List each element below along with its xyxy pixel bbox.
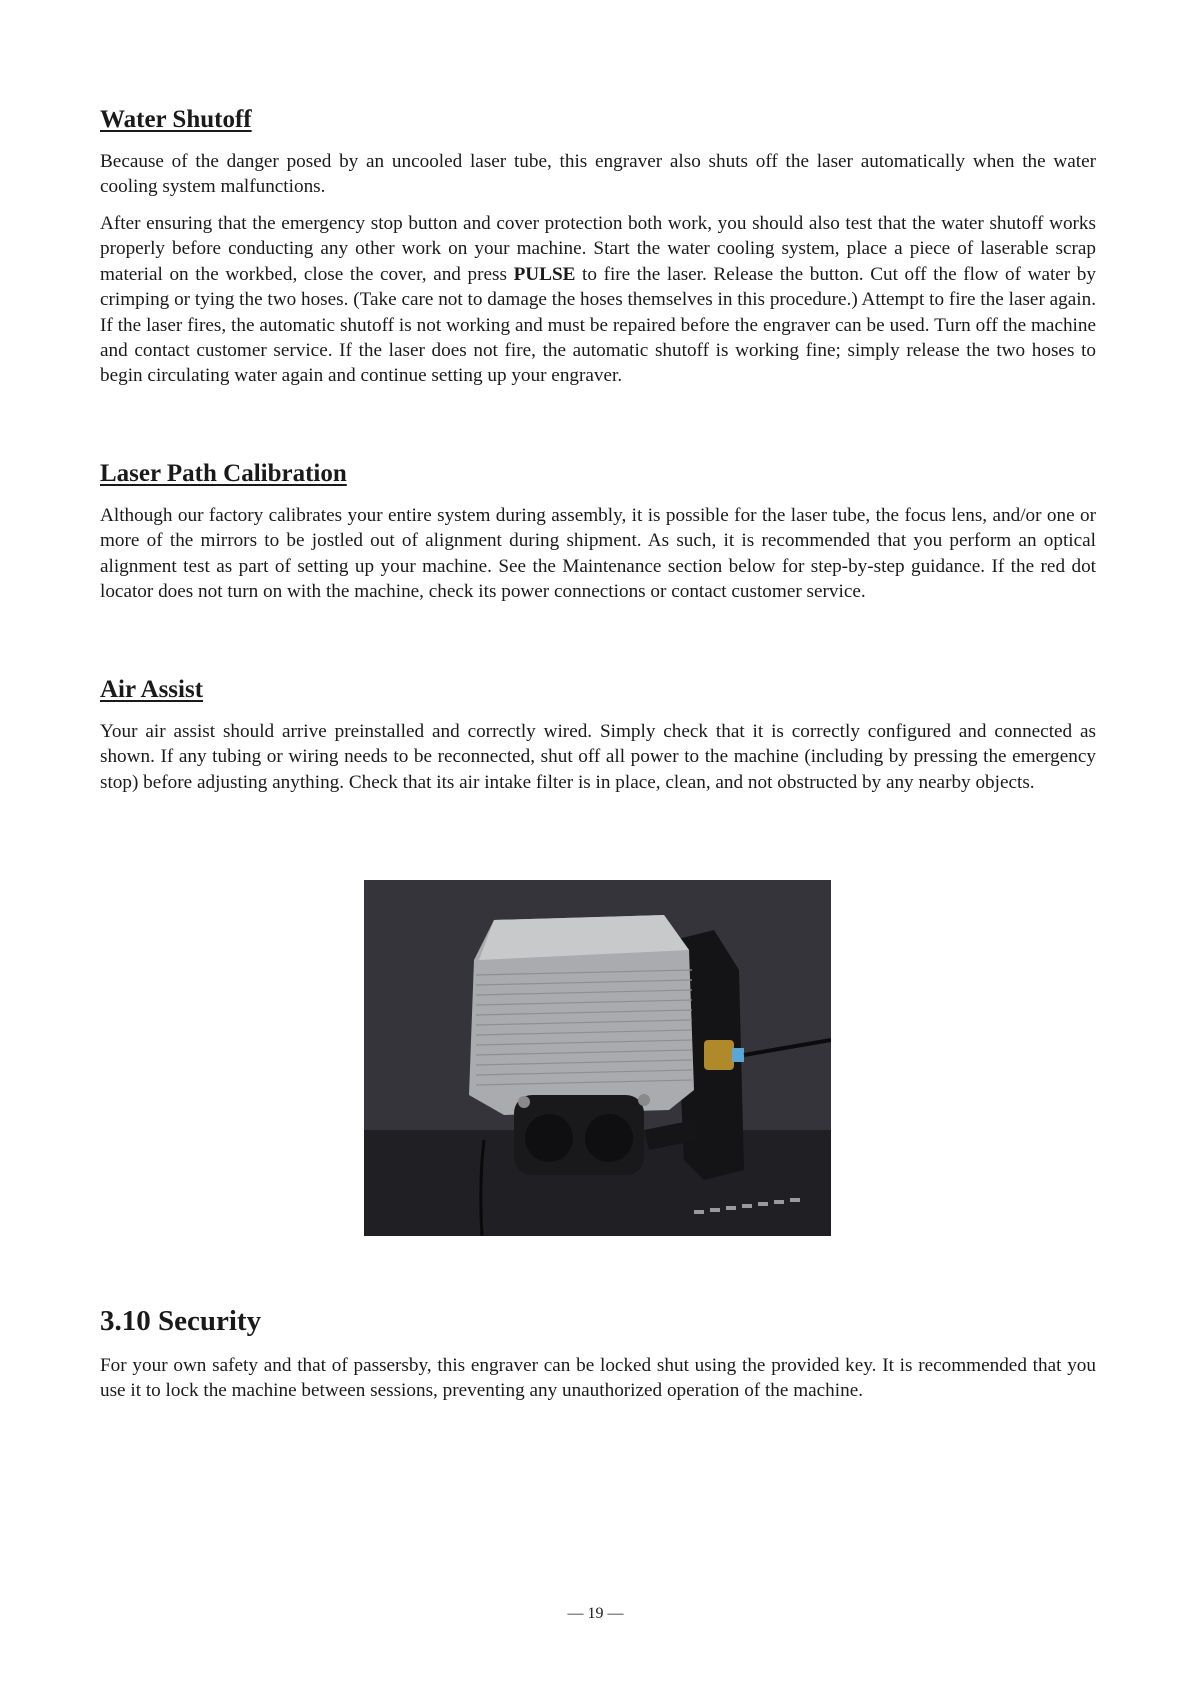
water-shutoff-heading: Water Shutoff [100,106,252,133]
water-shutoff-p2-start: After ensuring that the emergency stop button and cover protection both work, you should also test that the water shutoff works properly before conducting any other work on your machine. Start the water cooling system, place a piece of laserable scrap material on the workbed, close the cover, and press [100,213,1096,285]
air-assist-heading: Air Assist [100,676,204,703]
air-assist-paragraph: Your air assist should arrive preinstalled and correctly wired. Simply check that it is correctly configured and connected as shown. If any tubing or wiring needs to be reconnected, shut off all power to the machine (including by pressing the emergency stop) before adjusting anything. Check that its air intake filter is in place, clean, and not obstructed by any nearby objects. [100,721,1096,793]
air-pump-illustration [364,880,831,1236]
security-heading: 3.10 Security [100,1305,262,1337]
water-shutoff-p2-end: to fire the laser. Release the button. Cut off the flow of water by crimping or tying the two hoses. (Take care not to damage the hoses themselves in this procedure.) Attempt to fire the laser again. If the laser fires, the automatic shutoff is not working and must be repaired before the engraver can be used. Turn off the machine and contact customer service. If the laser does not fire, the automatic shutoff is working fine; simply release the two hoses to begin circulating water again and continue setting up your engraver. [100,263,1096,387]
security-paragraph: For your own safety and that of passersby, this engraver can be locked shut using the provided key. It is recommended that you use it to lock the machine between sessions, preventing any unauthorized operation of the machine. [100,1355,1096,1402]
water-shutoff-paragraph-2 [100,211,1096,389]
air-pump-photo [364,880,831,1236]
pulse-keyword: PULSE [513,263,576,285]
water-shutoff-paragraph-1: Because of the danger posed by an uncooled laser tube, this engraver also shuts off the laser automatically when the water cooling system malfunctions. [100,151,1096,198]
laser-path-heading: Laser Path Calibration [100,460,347,487]
page-number: — 19 — [567,1605,624,1622]
laser-path-paragraph: Although our factory calibrates your entire system during assembly, it is possible for the laser tube, the focus lens, and/or one or more of the mirrors to be jostled out of alignment during shipment. As such, it is recommended that you perform an optical alignment test as part of setting up your machine. See the Maintenance section below for step-by-step guidance. If the red dot locator does not turn on with the machine, check its power connections or contact customer service. [100,505,1096,603]
